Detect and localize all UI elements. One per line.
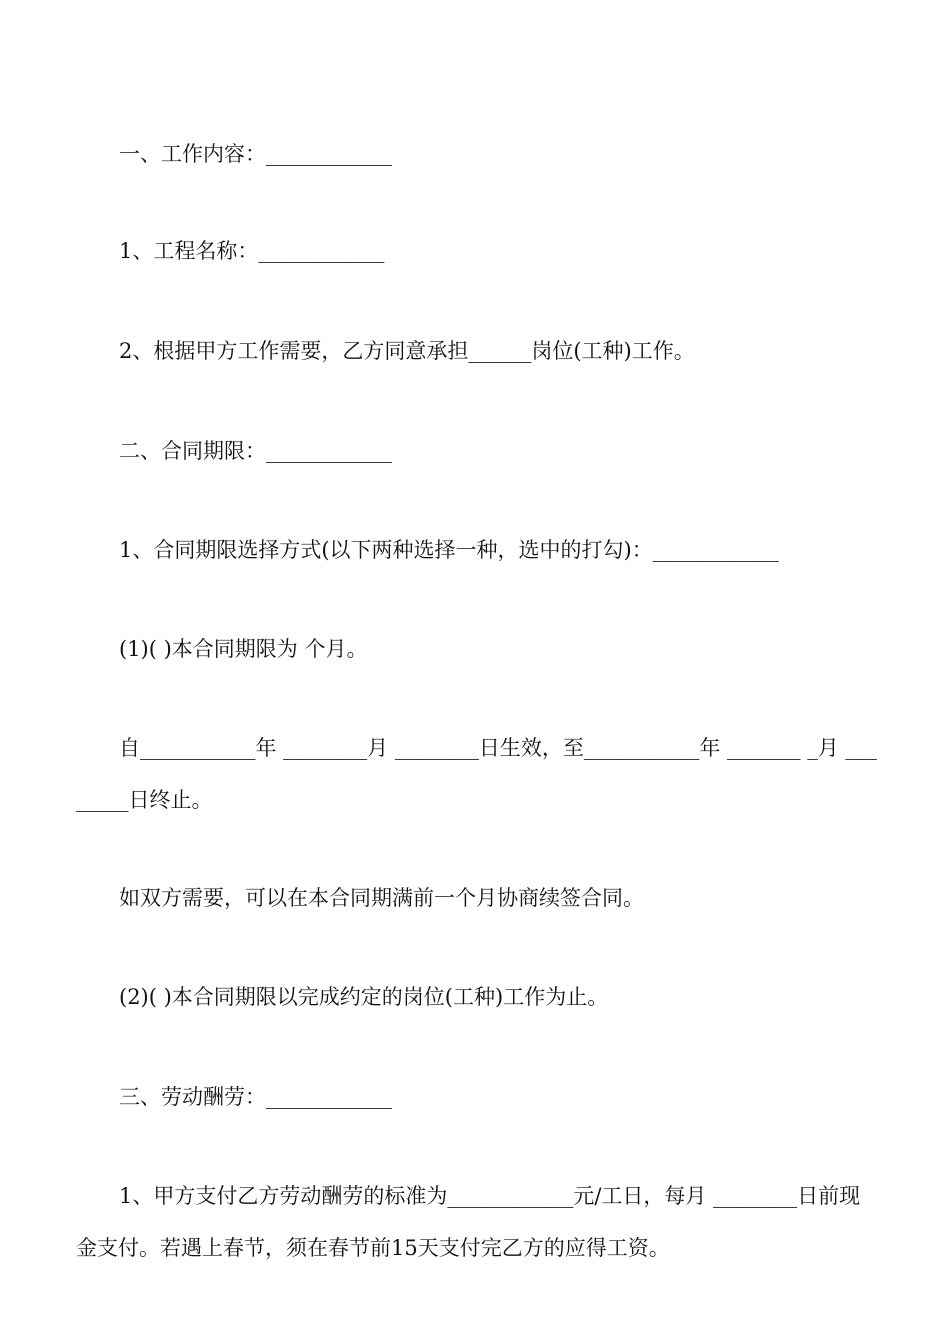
section-work-content: 一、工作内容：____________: [119, 142, 392, 166]
option-task-completion: (2)( )本合同期限以完成约定的岗位(工种)工作为止。: [119, 985, 609, 1009]
item-term-selection: 1、合同期限选择方式(以下两种选择一种，选中的打勾)：____________: [119, 538, 779, 562]
option-fixed-months: (1)( )本合同期限为 个月。: [119, 637, 368, 661]
renewal-clause: 如双方需要，可以在本合同期满前一个月协商续签合同。: [119, 886, 644, 910]
item-payment-standard: 1、甲方支付乙方劳动酬劳的标准为____________元/工日，每月 ________日前现金支付。若遇上春节，须在春节前15天支付完乙方的应得工资。: [76, 1184, 861, 1260]
item-project-name: 1、工程名称：____________: [119, 239, 385, 263]
section-remuneration: 三、劳动酬劳：____________: [119, 1085, 392, 1109]
section-contract-term: 二、合同期限：____________: [119, 439, 392, 463]
item-job-position: 2、根据甲方工作需要，乙方同意承担______岗位(工种)工作。: [119, 339, 695, 363]
term-date-range: 自___________年 ________月 ________日生效，至___________年 _______ _月 ________日终止。: [76, 736, 877, 812]
